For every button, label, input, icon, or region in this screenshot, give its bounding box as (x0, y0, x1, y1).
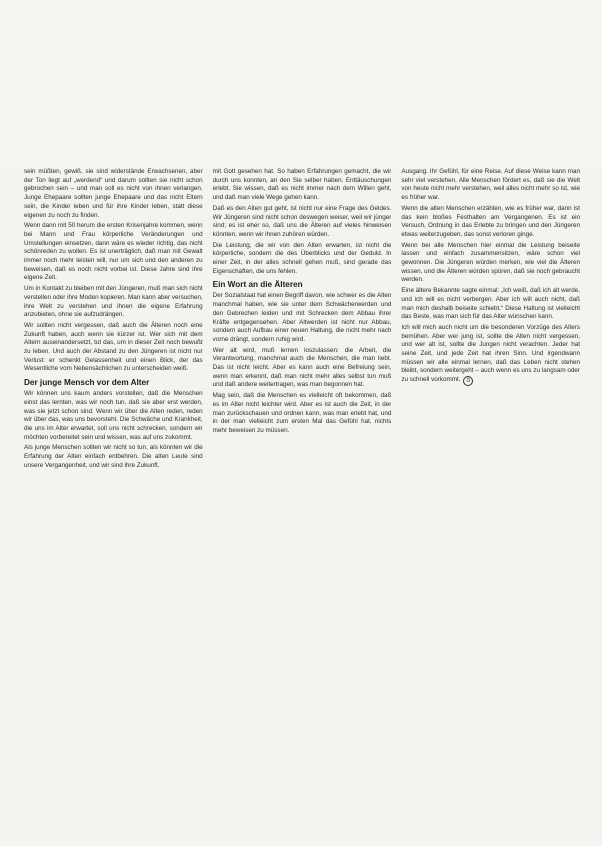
paragraph: Eine ältere Bekannte sagte einmal: „Ich weiß, daß ich alt werde, und ich will es nicht verbergen. Aber ich will auch nicht, daß man mich deshalb beiseite schiebt.“ Diese Haltung ist vielleicht das Beste, was man sich für das Alter wünschen kann. (401, 287, 581, 321)
paragraph-final-text: Ich will mich auch nicht um die besonderen Vorzüge des Alters bemühen. Aber wer jung ist, sollte die Alten nicht vergessen, und wer alt ist, sollte die Jungen nicht verachten. Jeder hat seine Zeit, und jede Zeit hat ihren Sinn. Und irgendwann müssen wir alle einmal lernen, daß das Leben nicht stehen bleibt, sondern weitergeht – auch wenn es uns zu langsam oder zu schnell vorkommt. (401, 323, 581, 384)
page-top-margin (0, 0, 602, 168)
paragraph: mit Gott gesehen hat. So haben Erfahrungen gemacht, die wir durch uns konnten, an den Sie selber haben. Enttäuschungen erlebt. Sie wissen, daß es nicht immer nach dem Willen geht, und daß man viele Wege gehen kann. (212, 168, 392, 202)
paragraph: Wir sollten nicht vergessen, daß auch die Älteren noch eine Zukunft haben, auch wenn sie kürzer ist. Wer sich mit dem Altern auseinandersetzt, tut das, um in dieser Zeit noch bewußt zu leben. Und auch der Abstand zu den Jüngeren ist nicht nur Verlust: er schenkt Gelassenheit und einen Blick, der das Wesentliche vom Nebensächlichen zu unterscheiden weiß. (24, 321, 203, 373)
paragraph: Mag sein, daß die Menschen es vielleicht oft bekommen, daß es im Alter nicht leichter wird. Aber es ist auch die Zeit, in der man zurückschauen und ordnen kann, was man erlebt hat, und in der man vielleicht zum ersten Mal das Gefühl hat, nichts mehr beweisen zu müssen. (212, 392, 392, 434)
paragraph: Wer alt wird, muß lernen loszulassen: die Arbeit, die Verantwortung, manchmal auch die Menschen, die man liebt. Das ist nicht leicht. Aber es kann auch eine Befreiung sein, wenn man erkennt, daß man nicht mehr alles selbst tun muß und daß andere weitertragen, was man begonnen hat. (212, 346, 392, 389)
paragraph: Wir können uns kaum anders vorstellen, daß die Menschen einst das lernten, was wir noch tun, daß sie aber erst werden, was sie jetzt schon sind. Wenn wir über die Alten reden, reden wir über das, was uns bevorsteht. Die Schwäche und Krankheit, die uns im Alter erwartet, soll uns nicht schrecken, sondern wir möchten vorbereitet sein und wissen, was auf uns zukommt. (24, 390, 203, 441)
article-body (24, 168, 580, 840)
paragraph-final (401, 324, 580, 386)
end-of-article-icon: Ö (463, 376, 473, 386)
paragraph: Wenn dann mit 50 herum die ersten Krisenjahre kommen, wenn bei Mann und Frau körperliche Veränderungen und Umstellungen einsetzen, dann wäre es wieder richtig, das nicht schönreden zu wollen. Es ist unerträglich, daß man mit Gewalt immer noch mehr leisten will, nur um sich und den anderen zu beweisen, daß es noch nicht vorbei ist. Diese Jahre sind ihre eigene Zeit. (24, 222, 203, 282)
column-1 (24, 168, 203, 840)
paragraph: sein müßten, gewiß, sie sind widerstände Erwachsenen, aber der Ton liegt auf „werdend“ und darum sollten sie nicht schon gebrochen sein – und man soll es nicht von ihnen verlangen. Junge Ehepaare sollten junge Ehepaare und das nicht Eltern sein, die Kinder leben und für ihre Kinder leben, statt diese eigenen zu noch zu finden. (24, 168, 203, 219)
section-heading: Der junge Mensch vor dem Alter (24, 378, 150, 388)
section-heading: Ein Wort an die Älteren (212, 280, 303, 290)
column-3 (401, 168, 580, 840)
paragraph: Die Leistung, die wir von den Alten erwarten, ist nicht die körperliche, sondern die des Überblicks und der Geduld. In einer Zeit, in der alles schnell gehen muß, sind gerade das Eigenschaften, die uns fehlen. (212, 241, 392, 275)
paragraph: Wenn die alten Menschen erzählen, wie es früher war, dann ist das kein bloßes Festhalten am Vergangenen. Es ist ein Versuch, Ordnung in das Erlebte zu bringen und den Jüngeren etwas weiterzugeben, das sonst verloren ginge. (401, 204, 581, 238)
paragraph: Daß es den Alten gut geht, ist nicht nur eine Frage des Geldes. Wir Jüngeren sind nicht schon deswegen weiser, weil wir jünger sind; es ist eher so, daß uns die Älteren auf vieles hinweisen könnten, wenn wir ihnen zuhören würden. (212, 204, 392, 238)
paragraph: Als junge Menschen sollten wir nicht so tun, als könnten wir die Erfahrung der Alten einfach entbehren. Die alten Leute sind unsere Vergangenheit, und wir sind ihre Zukunft. (24, 444, 203, 469)
paragraph: Um in Kontakt zu bleiben mit den Jüngeren, muß man sich nicht verstellen oder ihre Moden kopieren. Man kann aber versuchen, ihre Welt zu verstehen und ihnen die eigene Erfahrung anzubieten, ohne sie aufzudrängen. (24, 285, 203, 319)
paragraph: Ausgang. Ihr Gefühl, für eine Reise. Auf diese Weise kann man sehr viel verstehen. Alle Menschen fördert es, daß sie die Welt von heute nicht mehr verstehen, weil alles nicht mehr so ist, wie es früher war. (401, 168, 581, 202)
column-2 (213, 168, 392, 840)
paragraph: Der Sozialstaat hat einen Begriff davon, wie schwer es die Alten manchmal haben, wie sie unter dem Schwächerwerden und den Gebrechen leiden und mit Schrecken dem Abbau ihrer Kräfte entgegensehen. Aber Altwerden ist nicht nur Abbau, sondern auch Aufbau einer neuen Haltung, die nicht mehr nach vorne drängt, sondern ruhig wird. (212, 292, 392, 343)
paragraph: Wenn bei alle Menschen hier einmal die Leistung beiseite lassen und einfach zusammensitzen, wäre schon viel gewonnen. Die Jüngeren würden merken, wie viel die Älteren wissen, und die Älteren würden spüren, daß sie noch gebraucht werden. (401, 241, 581, 284)
